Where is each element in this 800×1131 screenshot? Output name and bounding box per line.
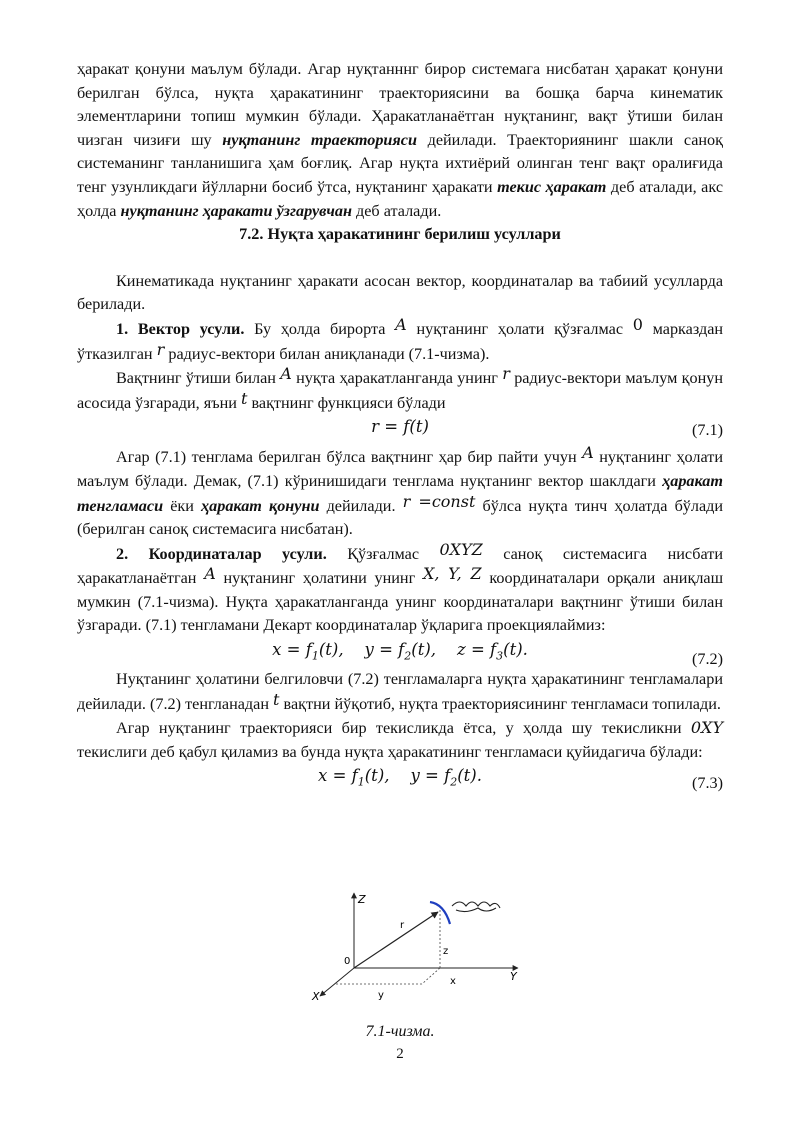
- label-origin: 0: [344, 956, 351, 967]
- paragraph-radius-vector: [77, 366, 723, 415]
- text-span: марказдан ўтказилган: [77, 319, 724, 363]
- text-span: ёки: [170, 496, 194, 515]
- equation-7-3-number: (7.3): [691, 774, 723, 793]
- x-axis: [320, 968, 354, 996]
- label-x-axis: X: [312, 990, 320, 1003]
- page-number: 2: [396, 1046, 404, 1062]
- label-x-coordinate: x: [450, 976, 456, 987]
- figure-caption: 7.1-чизма.: [365, 1023, 435, 1040]
- equation-7-3: [77, 764, 723, 794]
- paragraph-motion-equations: [77, 668, 723, 716]
- label-z-coordinate: z: [443, 946, 449, 957]
- term-uniform-motion: текис ҳаракат: [497, 177, 607, 196]
- coordinate-method-heading: 2. Координаталар усули.: [116, 544, 327, 563]
- trajectory-curve: [430, 902, 450, 924]
- label-r: r: [400, 920, 405, 931]
- paragraph-methods: Кинематикада нуқтанинг ҳаракати асосан вектор, координаталар ва табиий усулларда берилади.: [77, 271, 723, 314]
- intro-text-4: деб аталади.: [356, 201, 442, 220]
- symbol-a: A: [280, 364, 292, 384]
- paragraph-motion-law: [77, 445, 723, 541]
- text-span: вақтнинг функцияси бўлади: [251, 393, 446, 412]
- equation-7-2: [77, 638, 723, 668]
- text-span: нуқтанинг ҳолати маълум бўлади. Демак, (7.1) кўринишидаги тенглама нуқтанинг вектор шаклдаги: [77, 448, 724, 490]
- figure-7-1: [300, 888, 520, 1008]
- term-trajectory: нуқтанинг траекторияси: [222, 130, 417, 149]
- text-span: радиус-вектори билан аниқланади (7.1-чизма).: [168, 344, 490, 363]
- symbol-oxyz: 0XYZ: [439, 539, 483, 559]
- section-title: 7.2. Нуқта ҳаракатининг берилиш усуллари: [239, 225, 561, 244]
- text-span: вақтни йўқотиб, нуқта траекториясининг тенгламаси топилади.: [283, 694, 721, 713]
- label-z-axis: Z: [358, 893, 366, 906]
- equation-7-1-formula: r = f(t): [371, 417, 429, 437]
- symbol-r: r: [156, 339, 165, 359]
- paragraph-coordinate-method: [77, 539, 724, 638]
- text-span: радиус-вектори маълум қонун асосида ўзгаради, яъни: [77, 369, 723, 412]
- text-span: Агар (7.1) тенглама берилган бўлса вақтнинг ҳар бир пайти учун: [116, 448, 577, 467]
- text-span: нуқтанинг ҳолатини унинг: [223, 569, 416, 588]
- equation-7-2-formula: $x = f_1(t)$, $y = f_2(t)$, $z = f_3(t)$.: [272, 640, 528, 663]
- text-span: текислиги деб қабул қиламиз ва бунда нуқта ҳаракатининг тенгламаси қуйидагича бўлади:: [77, 742, 703, 761]
- symbol-a: A: [395, 314, 407, 334]
- symbol-r-const: r =const: [402, 491, 476, 511]
- equation-7-1: [77, 415, 723, 445]
- text-span: Қўзғалмас: [347, 544, 420, 563]
- intro-text-2: дейилади. Траекториянинг шакли саноқ системанинг танланишига ҳам боғлиқ. Агар нуқта ихтиёрий олинган тенг вақт оралиғида тенг узунликдаги йўлларни босиб ўтса, нуқтанинг ҳаракати: [77, 130, 724, 196]
- intro-text-3: деб аталади, акс ҳолда: [77, 177, 724, 220]
- main-text: [77, 58, 723, 794]
- term-variable-motion: нуқтанинг ҳаракати ўзгарувчан: [120, 201, 352, 220]
- label-y-axis: Y: [510, 970, 517, 983]
- text-span: Бу ҳолда бирорта: [254, 319, 386, 338]
- term-motion-law: ҳаракат қонуни: [201, 496, 320, 515]
- text-span: нуқтанинг ҳолати қўзғалмас: [416, 319, 624, 338]
- text-span: саноқ системасига нисбати ҳаракатланаётган: [77, 544, 724, 588]
- vector-method-heading: 1. Вектор усули.: [116, 319, 245, 338]
- symbol-t: t: [240, 388, 248, 408]
- text-span: Агар нуқтанинг траекторияси бир текисликда ётса, у ҳолда шу текисликни: [116, 719, 682, 738]
- paragraph-intro: [77, 58, 723, 223]
- symbol-r: r: [502, 364, 510, 384]
- text-span: дейилади.: [326, 496, 396, 515]
- symbol-origin: 0: [632, 314, 643, 334]
- label-y-coordinate: y: [378, 990, 384, 1001]
- projection-x: [422, 968, 440, 984]
- text-span: нуқта ҳаракатланганда унинг: [296, 369, 498, 388]
- symbol-a: A: [582, 443, 594, 463]
- equation-7-3-formula: $x = f_1(t)$, $y = f_2(t)$.: [318, 766, 482, 789]
- text-span: координаталари орқали аниқлаш мумкин (7.1-чизма). Нуқта ҳаракатланганда унинг координаталари вақтнинг ўтиши билан ўзгаради. (7.1) тенгламани Декарт координаталар ўқларига проекциялаймиз:: [77, 569, 724, 635]
- term-motion-equation: ҳаракат тенгламаси: [77, 471, 723, 515]
- text-span: Вақтнинг ўтиши билан: [116, 369, 276, 388]
- symbol-oxy: 0XY: [690, 718, 724, 738]
- equation-7-2-number: (7.2): [691, 650, 723, 669]
- symbol-a: A: [204, 564, 216, 584]
- paragraph-plane-motion: [77, 716, 723, 764]
- text-span: Нуқтанинг ҳолатини белгиловчи (7.2) тенгламаларга нуқта ҳаракатининг тенгламалари дейилади. (7.2) тенгланадан: [77, 670, 723, 713]
- text-span: бўлса нуқта тинч ҳолатда бўлади (берилган саноқ системасига нисбатан).: [77, 496, 724, 539]
- symbol-xyz: X, Y, Z: [422, 564, 482, 584]
- symbol-t: t: [273, 689, 280, 709]
- handwritten-annotation: [452, 902, 500, 912]
- intro-text: ҳаракат қонуни маълум бўлади. Агар нуқтанннг бирор системага нисбатан ҳаракат қонуни берилган бўлса, нуқта ҳаракатининг траекториясини ва бошқа барча кинематик элементларини топиш мумкин бўлади. Ҳаракатланаётган нуқтанинг, вақт ўтиши билан чизган чизиғи шу: [77, 60, 723, 149]
- radius-vector: [354, 912, 438, 968]
- equation-7-1-number: (7.1): [691, 421, 723, 440]
- paragraph-vector-method: [77, 314, 724, 366]
